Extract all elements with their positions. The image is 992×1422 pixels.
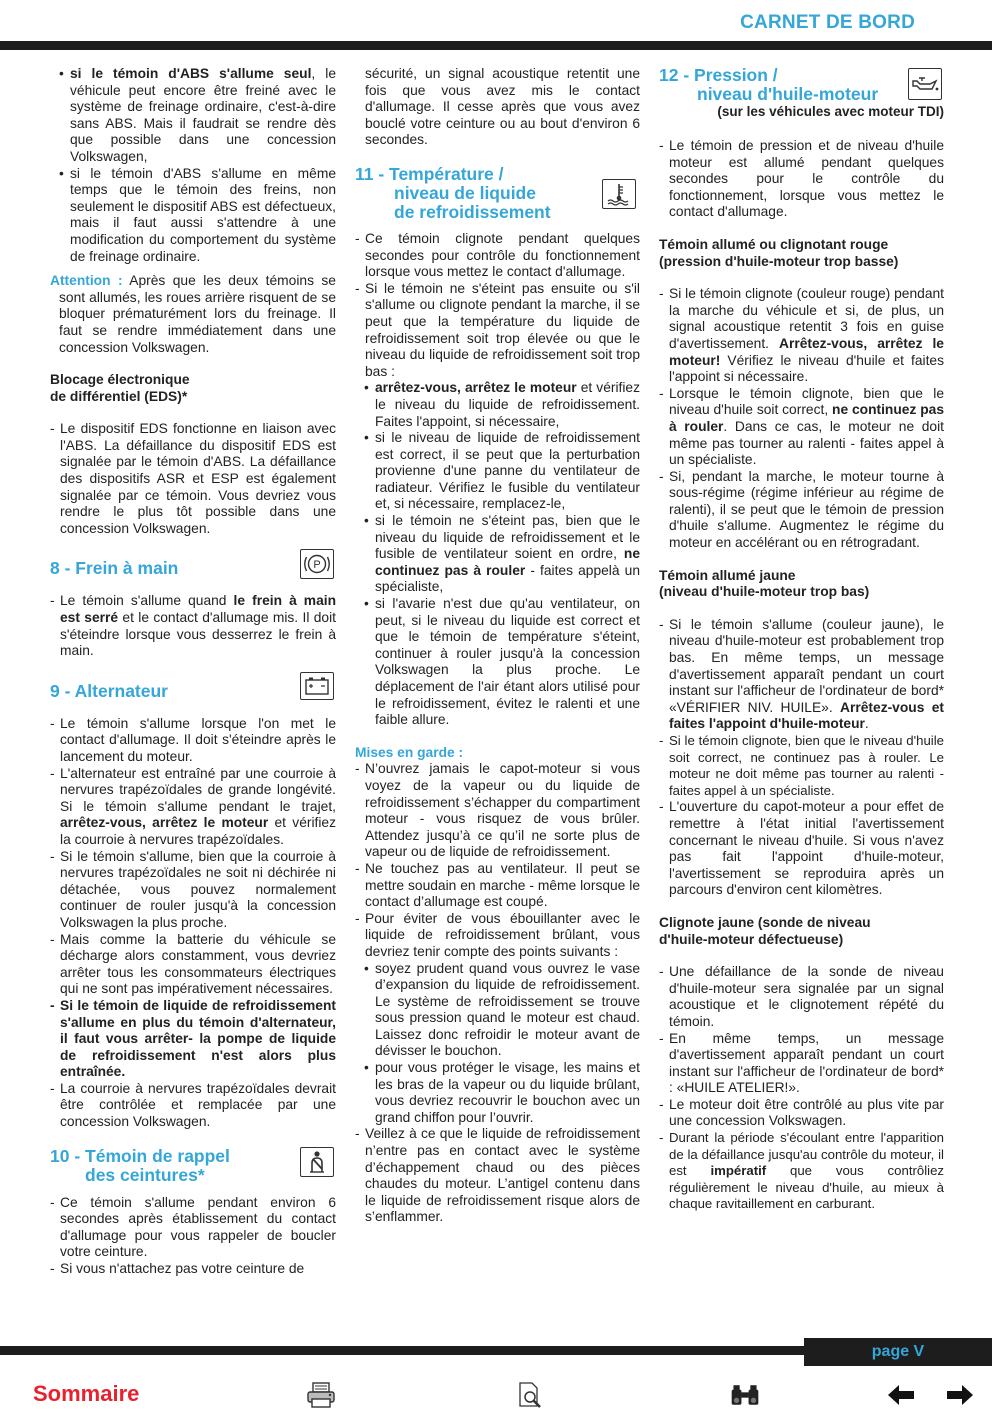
list-item: - La courroie à nervures trapézoïdales devrait être contrôlée et remplacée par une concession Volkswagen. (50, 1081, 336, 1131)
warnings-heading: Mises en garde : (355, 744, 464, 760)
list-item: • si le témoin d'ABS s'allume seul, le véhicule peut encore être freiné avec le système de freinage ordinaire, c'est-à-dire sans ABS. Mais il faudrait se rendre dès que possible dans une concession Volkswagen, (50, 66, 336, 166)
header-title: CARNET DE BORD (740, 12, 915, 33)
seatbelt-icon (300, 1147, 334, 1177)
section-title: 9 - Alternateur (50, 680, 168, 701)
section-title: 11 - Température / niveau de liquide de refroidissement (355, 163, 551, 222)
arrow-right-icon[interactable] (944, 1379, 976, 1411)
list-item: - En même temps, un message d'avertissement apparaît pendant un court instant sur l'afficheur de l'ordinateur de bord* : «HUILE ATELIER!». (659, 1031, 944, 1097)
section-title: 10 - Témoin de rappel des ceintures* (50, 1145, 230, 1185)
list-item: - Ce témoin clignote pendant quelques secondes pour contrôle du fonctionnement lorsque vous mettez le contact d'allumage. (355, 231, 640, 281)
list-item: - Si le témoin s'allume (couleur jaune), le niveau d'huile-moteur est probablement trop bas. En même temps, un message d'avertissement apparaît pendant un court instant sur l'afficheur de l'ordinateur de bord* «VÉRIFIER NIV. HUILE». Arrêtez-vous et faites l'appoint d'huile-moteur. (659, 617, 944, 733)
list-item: • pour vous protéger le visage, les mains et les bras de la vapeur ou du liquide brûlant, vous devriez recouvrir le bouchon avec un grand chiffon pour l’ouvrir. (355, 1060, 640, 1126)
page-number-tab (804, 1338, 992, 1366)
attention-note: Attention : Après que les deux témoins se sont allumés, les roues arrière risquent de se bloquer prématurément lors du freinage. Il faut se rendre immédiatement dans une concession Volkswagen. (50, 273, 336, 355)
top-rule (0, 41, 992, 50)
list-item: • si le témoin d'ABS s'allume en même temps que le témoin des freins, non seulement le dispositif ABS est défectueux, mais il faut aussi s'attendre à une modification du comportement du système de freinage ordinaire. (50, 166, 336, 266)
arrow-left-icon[interactable] (885, 1379, 917, 1411)
list-item: • si le niveau de liquide de refroidissement est correct, il se peut que la perturbation provienne d'une panne du ventilateur de radiateur. Vérifiez le fusible du ventilateur et, si nécessaire, remplacez-le, (355, 430, 640, 513)
list-item: - Si vous n'attachez pas votre ceinture de (50, 1261, 336, 1278)
list-item: - Veillez à ce que le liquide de refroidissement n’entre pas en contact avec le système d’échappement chaud ou des pièces chaudes du moteur. L’antigel contenu dans le liquide de refroidissement risque alors de s’enflammer. (355, 1126, 640, 1226)
sommaire-link[interactable]: Sommaire (33, 1381, 140, 1406)
section-subtitle: (sur les véhicules avec moteur TDI) (717, 104, 944, 119)
list-item: - Le témoin s'allume quand le frein à main est serré et le contact d'allumage mis. Il doit s'éteindre lorsque vous desserrez le frein à main. (50, 593, 336, 659)
list-item: - Le dispositif EDS fonctionne en liaison avec l'ABS. La défaillance du dispositif EDS est signalée par le témoin d'ABS. La défaillance des dispositifs ASR et ESP est également signalée par ce témoin. Vous devriez vous rendre le plus tôt possible dans une concession Volkswagen. (50, 421, 336, 537)
search-document-icon[interactable] (514, 1379, 546, 1411)
section-10-header (50, 1147, 336, 1187)
list-item: • arrêtez-vous, arrêtez le moteur et vérifiez le niveau du liquide de refroidissement. Faites l'appoint, si nécessaire, (355, 380, 640, 430)
svg-text:P: P (313, 559, 321, 572)
list-item: - Si le témoin clignote (couleur rouge) pendant la marche du véhicule et si, de plus, un signal acoustique retentit 3 fois en guise d'avertissement. Arrêtez-vous, arrêtez le moteur! Vérifiez le niveau d'huile et faites l'appoint si nécessaire. (659, 286, 944, 386)
column-1 (50, 66, 336, 1278)
list-item: • si le témoin ne s'éteint pas, bien que le niveau du liquide de refroidissement et le fusible de ventilateur soient en ordre, ne continuez pas à rouler - faites appelà un spécialiste, (355, 513, 640, 596)
section-11-header (355, 165, 640, 223)
section-12-header (659, 66, 944, 122)
list-item: - Si le témoin de liquide de refroidissement s'allume en plus du témoin d'alternateur, il faut vous arrêter- la pompe de liquide de refroidissement n'est alors plus entraînée. (50, 998, 336, 1081)
page-label: page V (871, 1343, 925, 1360)
list-item: - Pour éviter de vous ébouillanter avec le liquide de refroidissement brûlant, vous devriez tenir compte des points suivants : (355, 911, 640, 961)
blinking-yellow-heading: Clignote jaune (sonde de niveau d'huile-moteur défectueuse) (659, 914, 871, 947)
list-item: - L'ouverture du capot-moteur a pour effet de remettre à l'état initial l'avertissement concernant le niveau d'huile. Si vous n'avez pas fait l'appoint d'huile-moteur, l'avertissement se reproduira après un parcours d'environ cent kilomètres. (659, 799, 944, 899)
paragraph: sécurité, un signal acoustique retentit une fois que vous avez mis le contact d'allumage. Il cesse après que vous avez bouclé votre ceinture ou au bout d'environ 6 secondes. (365, 66, 640, 148)
list-item: • soyez prudent quand vous ouvrez le vase d’expansion du liquide de refroidissement. Le système de refroidissement se trouve sous pression quand le moteur est chaud. Laissez donc refroidir le moteur avant de dévisser le bouchon. (355, 961, 640, 1061)
list-item: - Si le témoin ne s'éteint pas ensuite ou s'il s'allume ou clignote pendant la marche, il se peut que la température du liquide de refroidissement soit trop élevée ou que le niveau du liquide de refroidissement soit trop bas : (355, 281, 640, 381)
list-item: - Le témoin de pression et de niveau d'huile moteur est allumé pendant quelques secondes pour le contrôle du fonctionnement, lorsque vous mettez le contact d'allumage. (659, 138, 944, 221)
oil-pressure-icon (908, 68, 942, 100)
list-item: • si l'avarie n'est due qu'au ventilateur, on peut, si le niveau du liquide est correct et que le témoin de température s'éteint, continuer à rouler jusqu'à la concession Volkswagen la plus proche. Le déplacement de l'air étant alors utilisé pour le refroidissement, évitez le ralenti et une faible allure. (355, 596, 640, 729)
list-item: - L'alternateur est entraîné par une courroie à nervures trapézoïdales de grande longévité. Si le témoin s'allume pendant le trajet, arrêtez-vous, arrêtez le moteur et vérifiez la courroie à nervures trapézoïdales. (50, 766, 336, 849)
list-item: - Durant la période s'écoulant entre l'apparition de la défaillance jusqu'au contrôle du moteur, il est impératif que vous contrôliez régulièrement le niveau d'huile, au mieux à chaque ravitaillement en carburant. (659, 1130, 944, 1213)
list-item: - Lorsque le témoin clignote, bien que le niveau d'huile soit correct, ne continuez pas à rouler. Dans ce cas, le moteur ne doit même pas tourner au ralenti - faites appel à un spécialiste. (659, 386, 944, 469)
column-2 (355, 66, 640, 1226)
yellow-warning-heading: Témoin allumé jaune (niveau d'huile-moteur trop bas) (659, 567, 870, 600)
list-item: - Mais comme la batterie du véhicule se décharge alors constamment, vous devriez arrêter tous les consommateurs électriques qui ne sont pas impérativement nécessaires. (50, 932, 336, 998)
list-item: - Le témoin s'allume lorsque l'on met le contact d'allumage. Il doit s'éteindre après le lancement du moteur. (50, 716, 336, 766)
list-item: - N’ouvrez jamais le capot-moteur si vous voyez de la vapeur ou du liquide de refroidissement s’échapper du compartiment moteur - vous risquez de vous brûler. Attendez jusqu’à ce qu’il ne sorte plus de vapeur ou de liquide de refroidissement. (355, 761, 640, 861)
list-item: - Une défaillance de la sonde de niveau d'huile-moteur sera signalée par un signal acoustique et le clignotement répété du témoin. (659, 964, 944, 1030)
section-title: 8 - Frein à main (50, 558, 179, 579)
list-item: - Ce témoin s'allume pendant environ 6 secondes après établissement du contact d'allumage pour vous rappeler de boucler votre ceinture. (50, 1195, 336, 1261)
column-3 (659, 66, 944, 1213)
list-item: - Ne touchez pas au ventilateur. Il peut se mettre soudain en marche - même lorsque le contact d’allumage est coupé. (355, 861, 640, 911)
list-item: - Si le témoin clignote, bien que le niveau d'huile soit correct, ne continuez pas à rouler. Le moteur ne doit même pas tourner au ralenti - faites appel à un spécialiste. (659, 733, 944, 799)
footer-nav (0, 1375, 992, 1415)
section-title: 12 - Pression / niveau d'huile-moteur (659, 65, 879, 104)
section-9-header (50, 676, 336, 708)
binoculars-icon[interactable] (729, 1379, 761, 1411)
list-item: - Si, pendant la marche, le moteur tourne à sous-régime (régime inférieur au régime de ralenti), il se peut que le témoin de pression d'huile s'allume. Augmentez le régime du moteur en accélérant ou en rétrogradant. (659, 469, 944, 552)
list-item: - Le moteur doit être contrôlé au plus vite par une concession Volkswagen. (659, 1097, 944, 1130)
eds-heading: Blocage électronique de différentiel (EDS)* (50, 372, 190, 404)
parking-brake-icon (300, 549, 334, 579)
printer-icon[interactable] (305, 1379, 337, 1411)
red-warning-heading: Témoin allumé ou clignotant rouge (pression d'huile-moteur trop basse) (659, 236, 899, 269)
list-item: - Si le témoin s'allume, bien que la courroie à nervures trapézoïdales ne soit ni déchirée ni détachée, vous pouvez normalement continuer de rouler jusqu'à la concession Volkswagen la plus proche. (50, 849, 336, 932)
section-8-header (50, 553, 336, 585)
coolant-temperature-icon (602, 179, 636, 209)
battery-icon (300, 672, 334, 700)
